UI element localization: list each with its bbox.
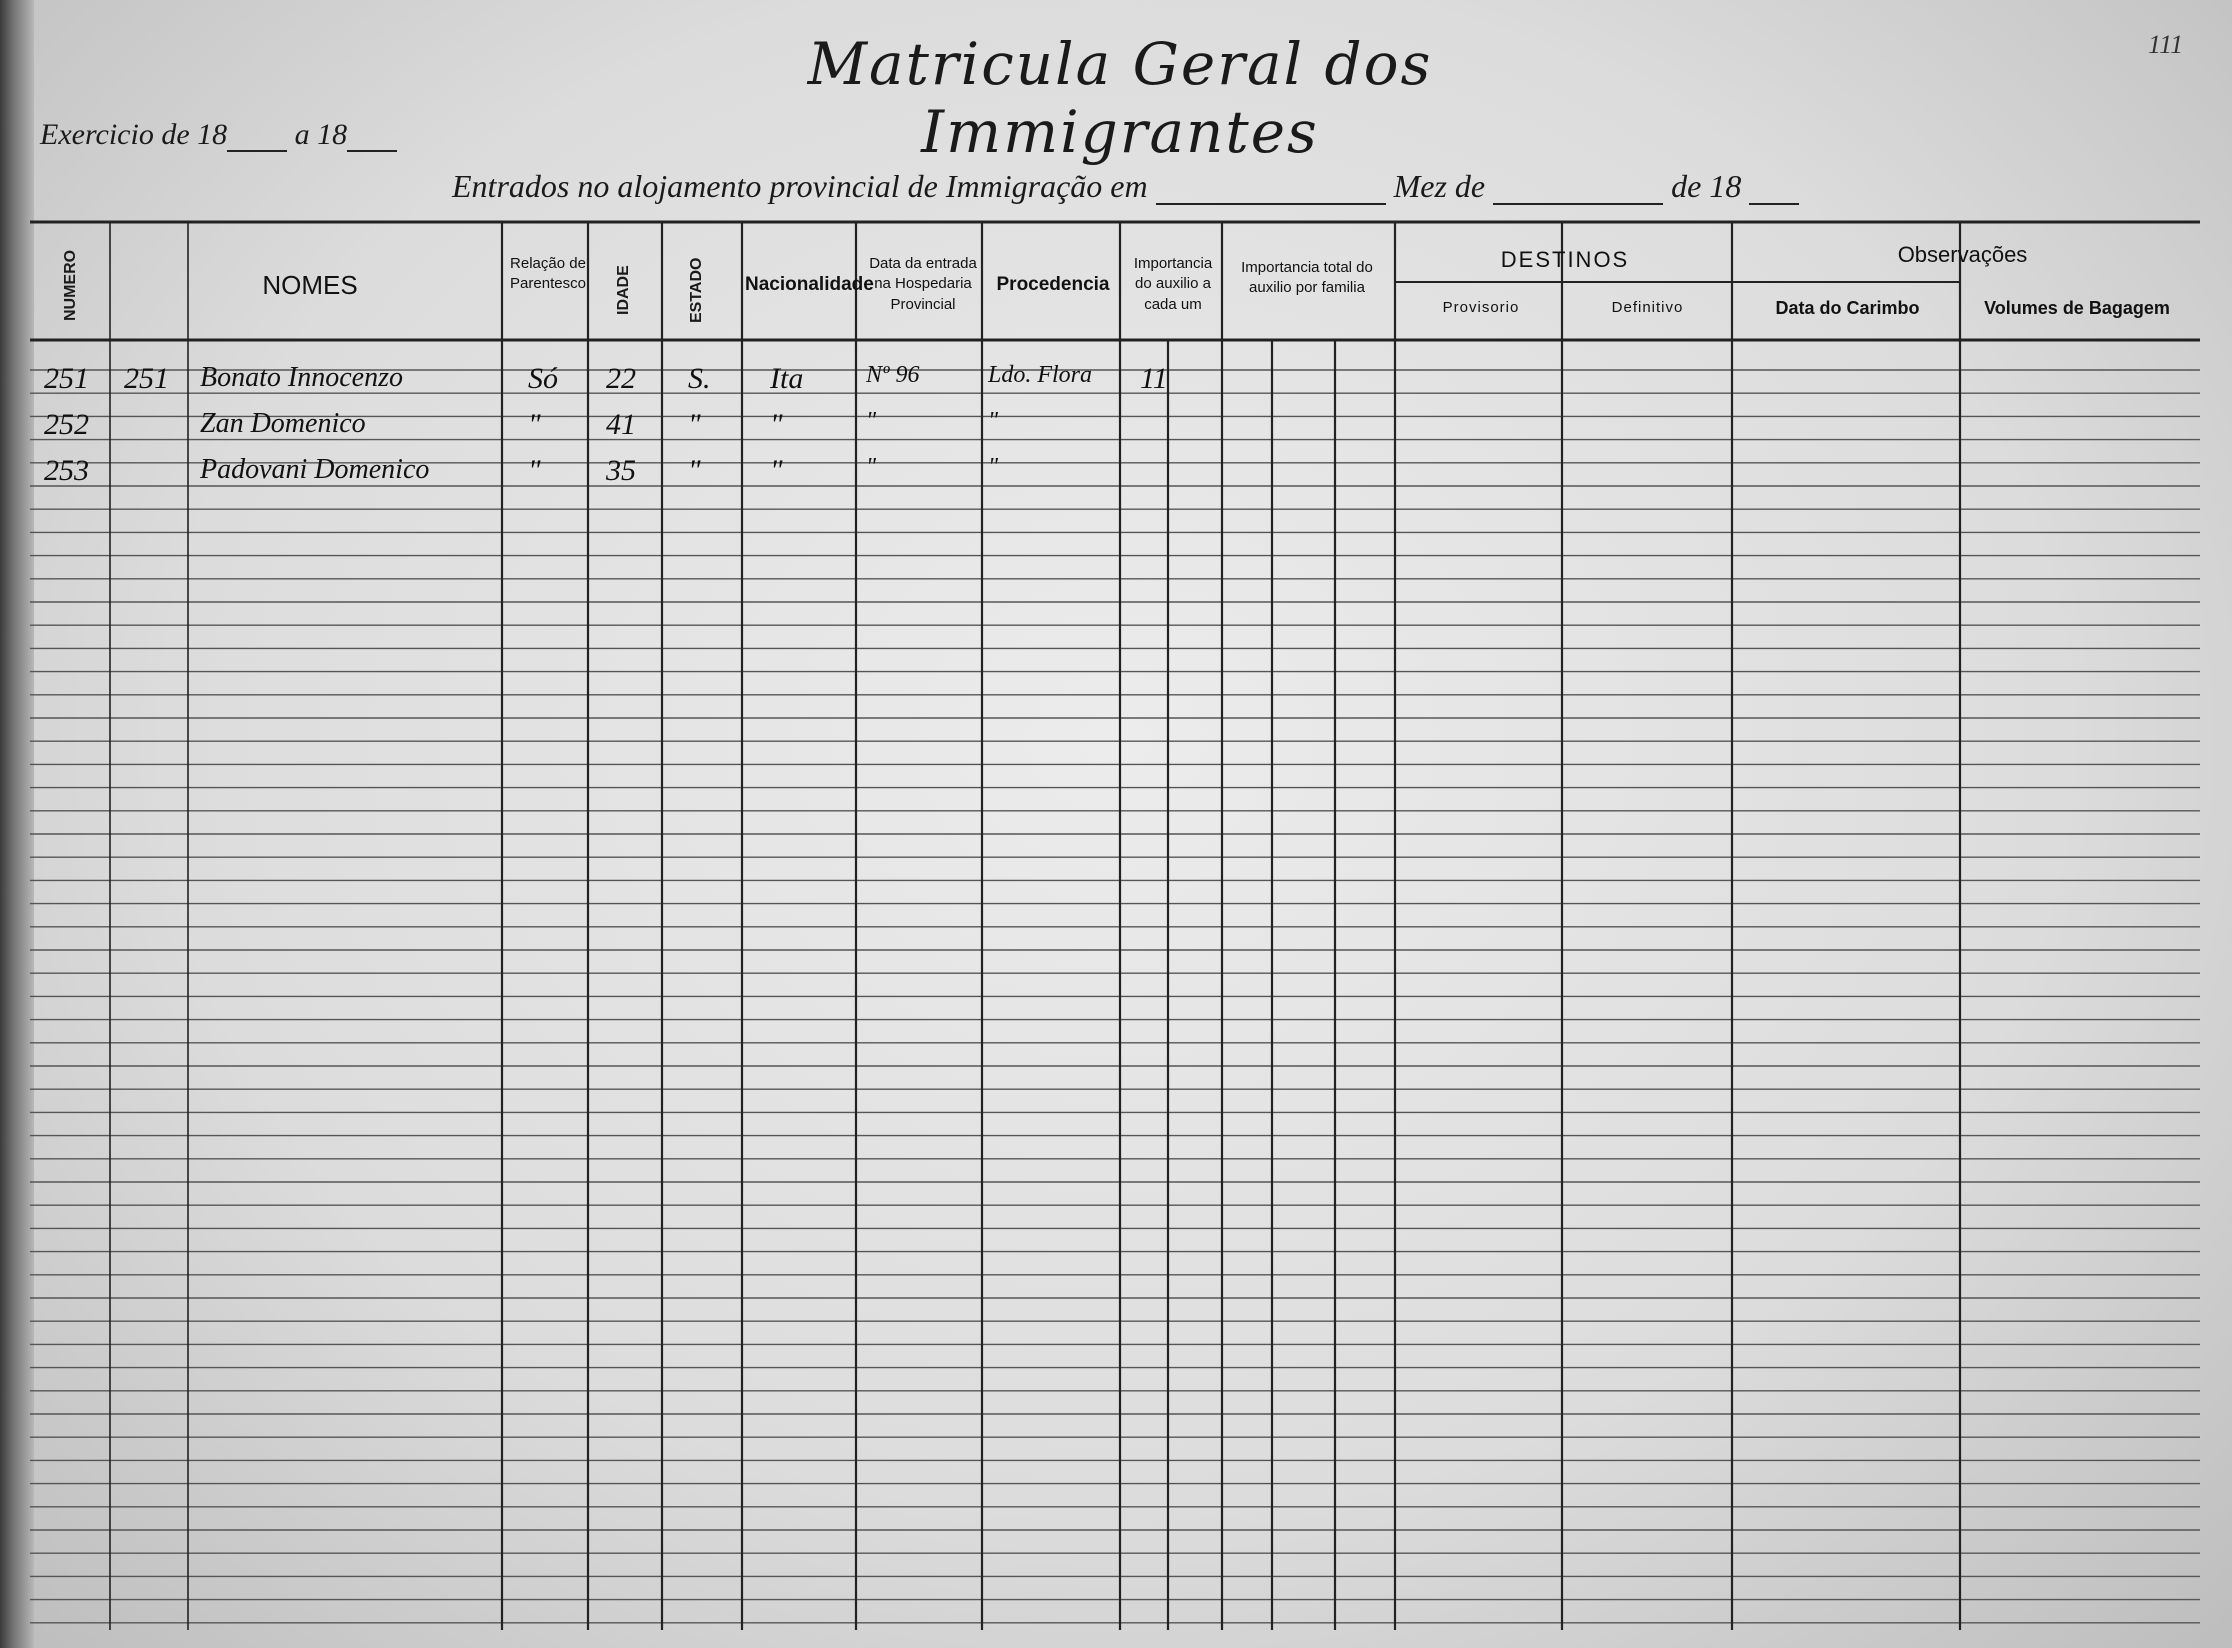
entrados-year: de 18 bbox=[1671, 168, 1742, 204]
exercicio-middle: a 18 bbox=[294, 118, 348, 151]
header-importancia-auxilio: Importancia do auxilio a cada um bbox=[1133, 255, 1213, 313]
header-estado: ESTADO bbox=[688, 257, 705, 323]
cell-procedencia: " bbox=[988, 454, 999, 480]
page-number: 111 bbox=[2148, 30, 2184, 59]
header-definitivo: Definitivo bbox=[1611, 299, 1684, 316]
entrados-date-blank bbox=[1156, 177, 1386, 205]
exercicio-blank-1 bbox=[227, 124, 287, 152]
cell-nome: Zan Domenico bbox=[200, 408, 366, 439]
cell-estado: " bbox=[688, 408, 701, 441]
header-volumes-bagagem: Volumes de Bagagem bbox=[1984, 298, 2170, 318]
entrados-month-blank bbox=[1493, 177, 1663, 205]
header-importancia-total: Importancia total do auxilio por familia bbox=[1241, 259, 1373, 297]
cell-nome: Padovani Domenico bbox=[200, 454, 430, 485]
cell-data: " bbox=[866, 454, 877, 480]
cell-nacionalidade: Ita bbox=[770, 362, 804, 395]
header-destinos: DESTINOS bbox=[1500, 247, 1630, 272]
exercicio-prefix: Exercicio de 18 bbox=[40, 118, 228, 151]
cell-auxilio: 11 bbox=[1140, 362, 1168, 395]
cell-nacionalidade: " bbox=[770, 454, 783, 487]
entrados-text: Entrados no alojamento provincial de Immigração em bbox=[452, 168, 1148, 204]
cell-numero: 253 bbox=[44, 454, 89, 487]
entrados-line bbox=[452, 168, 1799, 205]
cell-procedencia: " bbox=[988, 408, 999, 434]
header-procedencia: Procedencia bbox=[996, 274, 1110, 295]
cell-numero: 252 bbox=[44, 408, 89, 441]
cell-nacionalidade: " bbox=[770, 408, 783, 441]
cell-idade: 35 bbox=[606, 454, 636, 487]
cell-relacao: " bbox=[528, 454, 541, 487]
header-nacionalidade: Nacionalidade bbox=[745, 274, 874, 295]
page-title: Matricula Geral dos Immigrantes bbox=[807, 30, 1433, 166]
cell-estado: S. bbox=[688, 362, 711, 395]
cell-num2: 251 bbox=[124, 362, 169, 395]
cell-estado: " bbox=[688, 454, 701, 487]
cell-nome: Bonato Innocenzo bbox=[200, 362, 403, 393]
header-nomes: NOMES bbox=[262, 270, 358, 300]
header-data-entrada: Data da entrada na Hospedaria Provincial bbox=[869, 255, 977, 313]
cell-procedencia: Ldo. Flora bbox=[988, 362, 1093, 388]
exercicio-blank-2 bbox=[347, 124, 397, 152]
cell-data: " bbox=[866, 408, 877, 434]
entrados-year-blank bbox=[1749, 177, 1799, 205]
cell-idade: 22 bbox=[606, 362, 636, 395]
header-relacao: Relação de Parentesco bbox=[510, 255, 586, 293]
cell-relacao: " bbox=[528, 408, 541, 441]
exercicio-line bbox=[40, 118, 397, 152]
header-idade: IDADE bbox=[615, 265, 632, 315]
header-provisorio: Provisorio bbox=[1442, 299, 1520, 316]
cell-data: Nº 96 bbox=[866, 362, 920, 388]
header-observacoes: Observações bbox=[1897, 242, 2028, 267]
cell-idade: 41 bbox=[606, 408, 636, 441]
cell-numero: 251 bbox=[44, 362, 89, 395]
header-numero: NUMERO bbox=[62, 249, 79, 321]
cell-relacao: Só bbox=[528, 362, 558, 395]
header-data-carimbo: Data do Carimbo bbox=[1775, 298, 1920, 318]
entrados-mez: Mez de bbox=[1393, 168, 1486, 204]
